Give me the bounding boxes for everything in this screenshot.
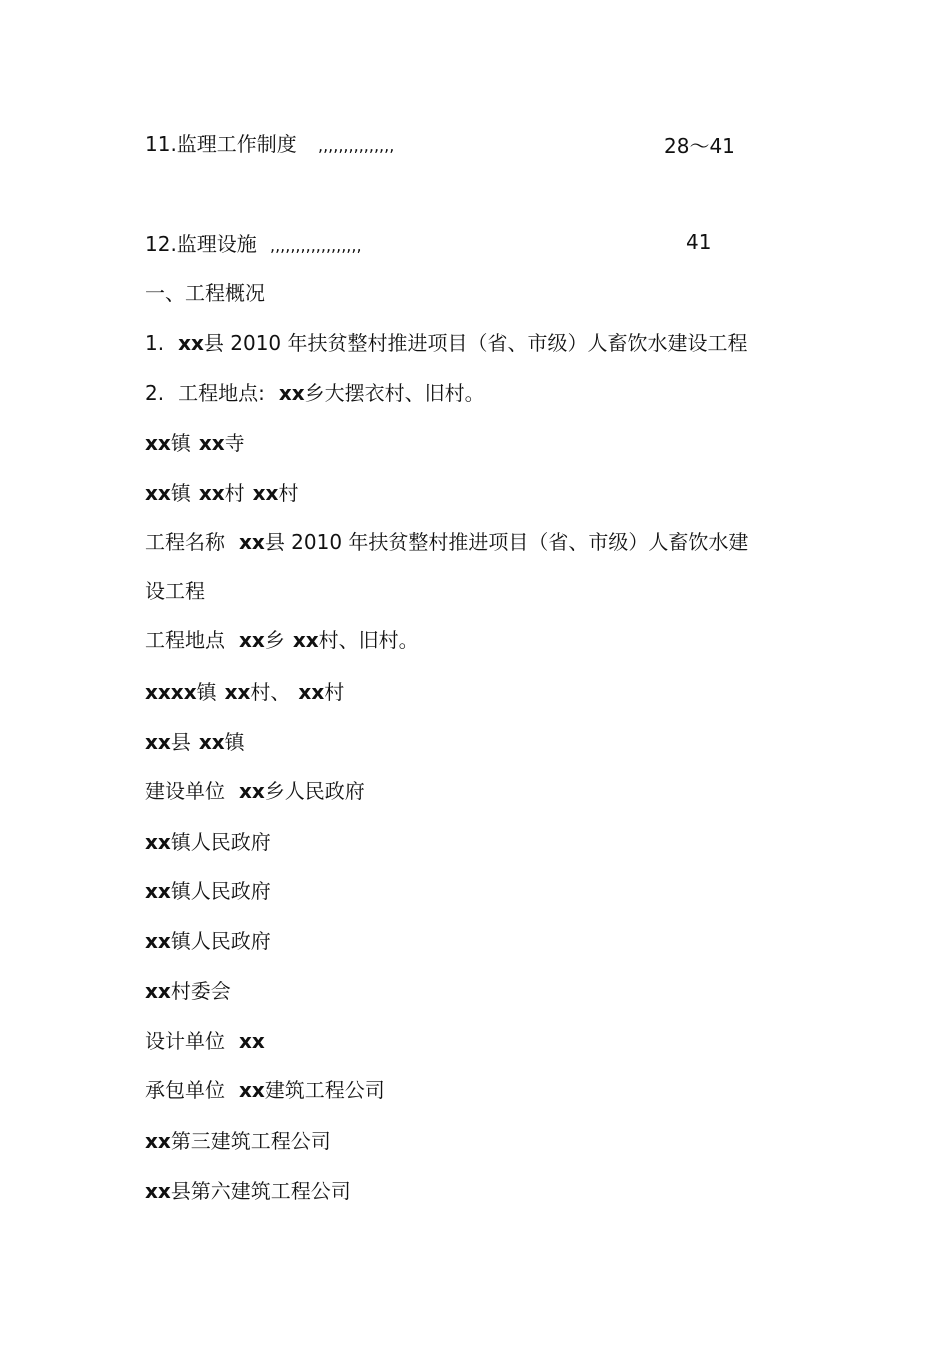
field-value: 镇人民政府 [170, 929, 271, 953]
field-value: 镇人民政府 [170, 879, 271, 903]
field-value: 镇人民政府 [170, 830, 271, 854]
field-label: 工程地点 [145, 628, 225, 652]
contractor-line-2 [145, 1127, 331, 1155]
text-fragment: 镇 [170, 481, 191, 505]
field-value: 县第六建筑工程公司 [170, 1179, 351, 1203]
placeholder-xx: xx [145, 481, 171, 505]
field-value: 县 2010 年扶贫整村推进项目（省、市级）人畜饮水建 [264, 530, 749, 554]
placeholder-xx: xx [145, 879, 171, 903]
builder-line-5 [145, 977, 231, 1005]
item-number: 2. [145, 381, 165, 405]
text-fragment: 村、 [250, 680, 291, 704]
builder-line-2 [145, 828, 271, 856]
text-fragment: 乡 [264, 628, 285, 652]
placeholder-xx: xx [298, 680, 325, 704]
item-text: 乡大摆衣村、旧村。 [304, 381, 485, 405]
builder-row [145, 777, 365, 805]
toc-leader-dots: ,,,,,,,,,,,,,,,,,, [270, 236, 362, 255]
contractor-row [145, 1076, 385, 1104]
placeholder-xx: xx [239, 530, 265, 554]
project-location-line-3 [145, 728, 245, 756]
text-fragment: 镇 [196, 680, 217, 704]
toc-entry-11 [145, 130, 297, 158]
contractor-line-3 [145, 1177, 351, 1205]
builder-line-3 [145, 877, 271, 905]
project-name-continuation: 设工程 [145, 579, 205, 603]
placeholder-xx: xx [239, 628, 265, 652]
overview-item-1 [145, 329, 748, 357]
placeholder-xx: xx [145, 979, 171, 1003]
placeholder-xx: xx [145, 730, 171, 754]
field-value: 第三建筑工程公司 [170, 1129, 331, 1153]
placeholder-xx: xx [145, 1129, 171, 1153]
field-label: 承包单位 [145, 1078, 225, 1102]
placeholder-xx: xx [278, 381, 305, 405]
project-location-row [145, 626, 419, 654]
placeholder-xx: xx [178, 331, 204, 355]
text-fragment: 村 [324, 680, 345, 704]
text-fragment: 镇 [224, 730, 245, 754]
item-label: 工程地点: [178, 381, 265, 405]
field-label: 建设单位 [145, 779, 225, 803]
toc-label: 11.监理工作制度 [145, 132, 297, 156]
toc-leader-dots: ,,,,,,,,,,,,,,, [318, 136, 395, 155]
toc-page-number: 28～41 [664, 134, 735, 158]
placeholder-xx: xx [145, 830, 171, 854]
placeholder-xx: xxxx [145, 680, 197, 704]
placeholder-xx: xx [224, 680, 251, 704]
text-fragment: 村 [278, 481, 299, 505]
toc-label: 12.监理设施 [145, 232, 257, 256]
placeholder-xx: xx [145, 431, 171, 455]
placeholder-xx: xx [239, 779, 265, 803]
field-value: 村委会 [170, 979, 231, 1003]
placeholder-xx: xx [145, 929, 171, 953]
field-value: 建筑工程公司 [264, 1078, 385, 1102]
placeholder-xx: xx [145, 1179, 171, 1203]
project-location-line-2 [145, 678, 344, 706]
placeholder-xx: xx [239, 1078, 265, 1102]
toc-page-number: 41 [686, 230, 712, 254]
placeholder-xx: xx [198, 481, 225, 505]
placeholder-xx: xx [198, 730, 225, 754]
location-line-2 [145, 479, 298, 507]
field-label: 设计单位 [145, 1029, 225, 1053]
section-heading: 一、工程概况 [145, 281, 265, 305]
text-fragment: 镇 [170, 431, 191, 455]
project-name-row [145, 528, 748, 556]
text-fragment: 村 [224, 481, 245, 505]
text-fragment: 村、旧村。 [318, 628, 419, 652]
designer-row [145, 1027, 265, 1055]
placeholder-xx: xx [239, 1029, 265, 1053]
field-value: 乡人民政府 [264, 779, 365, 803]
toc-entry-12 [145, 230, 257, 258]
placeholder-xx: xx [198, 431, 225, 455]
item-text: 县 2010 年扶贫整村推进项目（省、市级）人畜饮水建设工程 [203, 331, 748, 355]
field-label: 工程名称 [145, 530, 225, 554]
text-fragment: 县 [170, 730, 191, 754]
item-number: 1. [145, 331, 165, 355]
placeholder-xx: xx [252, 481, 279, 505]
location-line-1 [145, 429, 245, 457]
overview-item-2 [145, 379, 485, 407]
builder-line-4 [145, 927, 271, 955]
placeholder-xx: xx [292, 628, 319, 652]
text-fragment: 寺 [224, 431, 245, 455]
